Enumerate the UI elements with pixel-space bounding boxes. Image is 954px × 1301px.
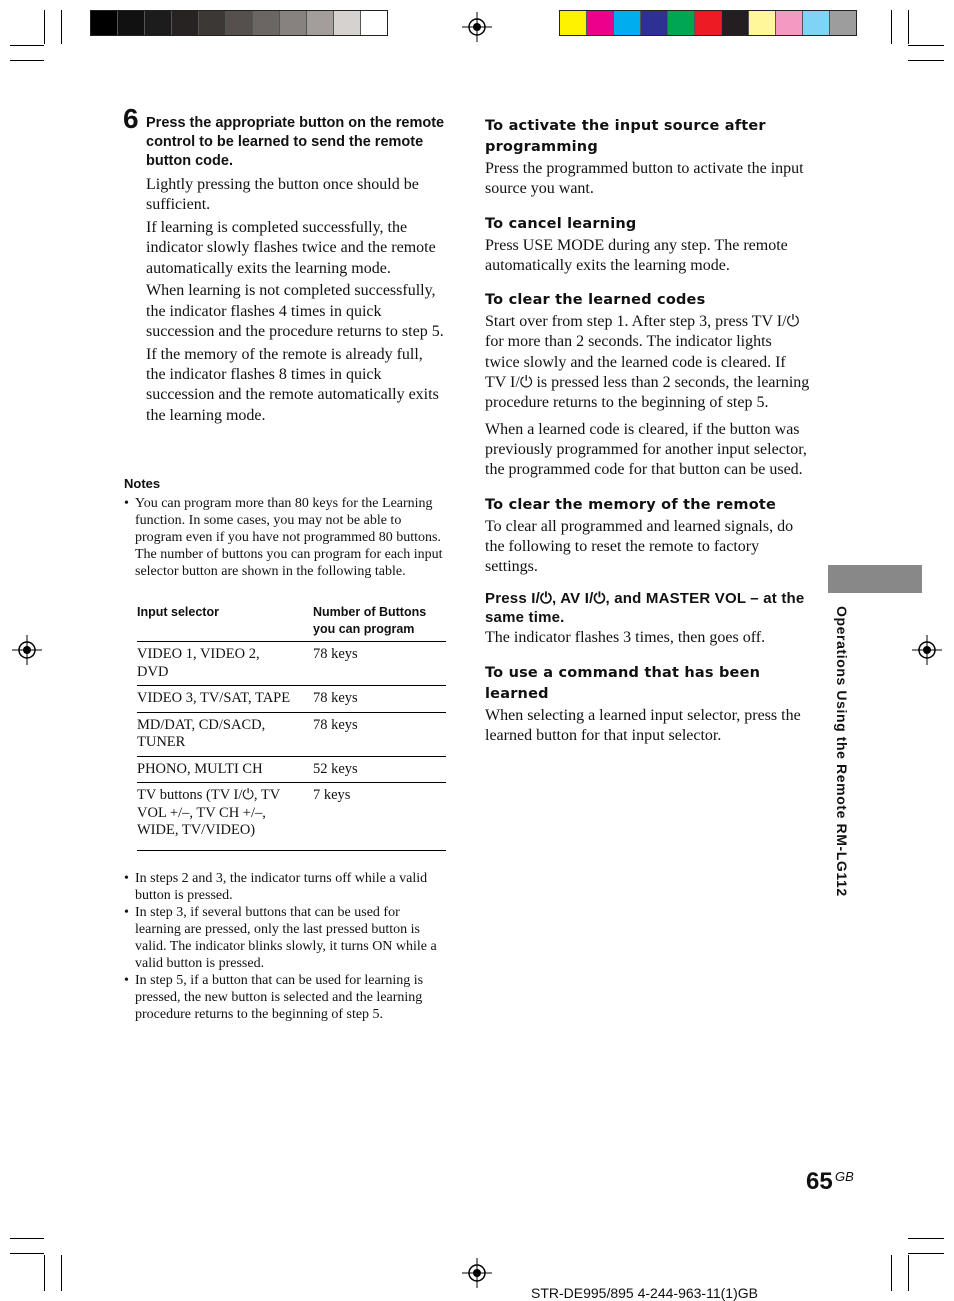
section-text: To clear all programmed and learned signals, do the following to reset the remote to factory settings. bbox=[485, 517, 794, 576]
color-swatch bbox=[614, 11, 641, 35]
page-suffix: GB bbox=[835, 1169, 854, 1184]
step-paragraph: Lightly pressing the button once should be sufficient. bbox=[146, 176, 419, 214]
more-notes: • In steps 2 and 3, the indicator turns off while a valid button is pressed. • In step 3, if several buttons that can be used for learning are pressed, only the last pressed button is valid. The indicator blinks slowly, it turns ON while a valid button is pressed. • In step 5, if a button that can be used for learning is pressed, the new button is selected and the learning procedure returns to the beginning of step 5. bbox=[124, 871, 437, 1022]
section-text: The indicator flashes 3 times, then goes off. bbox=[485, 629, 766, 647]
color-swatch bbox=[641, 11, 668, 35]
page-number: 65 bbox=[806, 1168, 833, 1195]
chapter-label: Operations Using the Remote RM-LG112 bbox=[834, 606, 850, 897]
note-text: In step 5, if a button that can be used for learning is pressed, the new button is selected and the learning procedure returns to the beginning of step 5. bbox=[135, 973, 424, 1022]
section-text: When selecting a learned input selector, press the learned button for that input selector. bbox=[485, 706, 801, 745]
table-cell-selector: TV buttons (TV I/⏻, TV VOL +/–, TV CH +/–, WIDE, TV/VIDEO) bbox=[137, 783, 313, 851]
right-column bbox=[485, 116, 810, 746]
registration-target-icon bbox=[12, 635, 42, 665]
step-paragraph: If learning is completed successfully, the indicator slowly flashes twice and the remote automatically exits the learning mode. bbox=[146, 219, 436, 277]
color-swatch bbox=[226, 11, 253, 35]
color-swatch bbox=[307, 11, 334, 35]
color-swatch-bar bbox=[559, 10, 857, 36]
notes-title: Notes bbox=[124, 476, 161, 491]
table-cell-keys: 78 keys bbox=[313, 712, 446, 756]
table-row bbox=[137, 783, 446, 851]
note-text: In steps 2 and 3, the indicator turns off while a valid button is pressed. bbox=[135, 871, 428, 903]
color-swatch bbox=[776, 11, 803, 35]
table-cell-selector: VIDEO 3, TV/SAT, TAPE bbox=[137, 686, 313, 713]
color-swatch bbox=[803, 11, 830, 35]
table-cell-keys: 52 keys bbox=[313, 756, 446, 783]
section-text: When a learned code is cleared, if the button was previously programmed for another input selector, the programmed code for that button can be used. bbox=[485, 420, 807, 479]
color-swatch bbox=[361, 11, 387, 35]
color-swatch bbox=[722, 11, 749, 35]
color-swatch bbox=[172, 11, 199, 35]
note-item: • You can program more than 80 keys for the Learning function. In some cases, you may not be able to program even if you have not programmed 80 buttons. The number of buttons you can program for each input selector button are shown in the following table. bbox=[124, 496, 443, 579]
section-text: Press USE MODE during any step. The remote automatically exits the learning mode. bbox=[485, 236, 788, 274]
color-swatch bbox=[199, 11, 226, 35]
table-cell-keys: 78 keys bbox=[313, 686, 446, 713]
section-heading: To use a command that has been learned bbox=[485, 664, 761, 702]
color-swatch bbox=[280, 11, 307, 35]
step-heading: Press the appropriate button on the remote control to be learned to send the remote button code. bbox=[146, 115, 445, 169]
table-cell-keys: 78 keys bbox=[313, 642, 446, 686]
table-cell-selector: MD/DAT, CD/SACD, TUNER bbox=[137, 712, 313, 756]
table-row bbox=[137, 712, 446, 756]
step-paragraph: When learning is not completed successfully, the indicator flashes 4 times in quick succession and the procedure returns to step 5. bbox=[146, 282, 444, 341]
section-heading: To clear the memory of the remote bbox=[485, 496, 777, 513]
note-text: You can program more than 80 keys for the Learning function. In some cases, you may not be able to program even if you have not programmed 80 buttons. The number of buttons you can program for each input selector button are shown in the following table. bbox=[135, 496, 443, 579]
section-heading: To activate the input source after programming bbox=[485, 118, 766, 155]
color-swatch bbox=[830, 11, 856, 35]
chapter-tab bbox=[828, 565, 922, 593]
press-instruction: Press I/⏻, AV I/⏻, and MASTER VOL – at the same time. bbox=[485, 590, 805, 627]
input-selector-table bbox=[137, 602, 446, 851]
color-swatch bbox=[145, 11, 172, 35]
table-header-number: Number of Buttons you can program bbox=[313, 602, 446, 642]
table-cell-selector: PHONO, MULTI CH bbox=[137, 756, 313, 783]
color-swatch bbox=[587, 11, 614, 35]
color-swatch bbox=[668, 11, 695, 35]
section-text: Start over from step 1. After step 3, press TV I/⏻ for more than 2 seconds. The indicator lights twice slowly and the learned code is cleared. If TV I/⏻ is pressed less than 2 seconds, the learning procedure returns to the beginning of step 5. bbox=[485, 313, 810, 412]
step-paragraph: If the memory of the remote is already full, the indicator flashes 8 times in quick succession and the remote automatically exits the learning mode. bbox=[146, 345, 439, 424]
model-code: STR-DE995/895 4-244-963-11(1)GB bbox=[531, 1285, 758, 1301]
table-row bbox=[137, 642, 446, 686]
table-header-selector: Input selector bbox=[137, 602, 313, 642]
section-heading: To cancel learning bbox=[485, 215, 637, 232]
table-cell-selector: VIDEO 1, VIDEO 2, DVD bbox=[137, 642, 313, 686]
color-swatch bbox=[334, 11, 361, 35]
note-text: In step 3, if several buttons that can be used for learning are pressed, only the last pressed button is valid. The indicator blinks slowly, it turns ON while a valid button is pressed. bbox=[135, 905, 437, 971]
step-number: 6 bbox=[123, 103, 139, 134]
registration-target-icon bbox=[912, 635, 942, 665]
table-row bbox=[137, 756, 446, 783]
color-swatch bbox=[118, 11, 145, 35]
step-body bbox=[146, 175, 446, 429]
color-swatch bbox=[91, 11, 118, 35]
color-swatch bbox=[749, 11, 776, 35]
color-swatch bbox=[560, 11, 587, 35]
color-swatch bbox=[253, 11, 280, 35]
registration-target-icon bbox=[462, 12, 492, 42]
grayscale-swatch-bar bbox=[90, 10, 388, 36]
table-row bbox=[137, 686, 446, 713]
section-text: Press the programmed button to activate the input source you want. bbox=[485, 160, 804, 198]
section-heading: To clear the learned codes bbox=[485, 292, 706, 309]
table-cell-keys: 7 keys bbox=[313, 783, 446, 851]
color-swatch bbox=[695, 11, 722, 35]
registration-target-icon bbox=[462, 1258, 492, 1288]
